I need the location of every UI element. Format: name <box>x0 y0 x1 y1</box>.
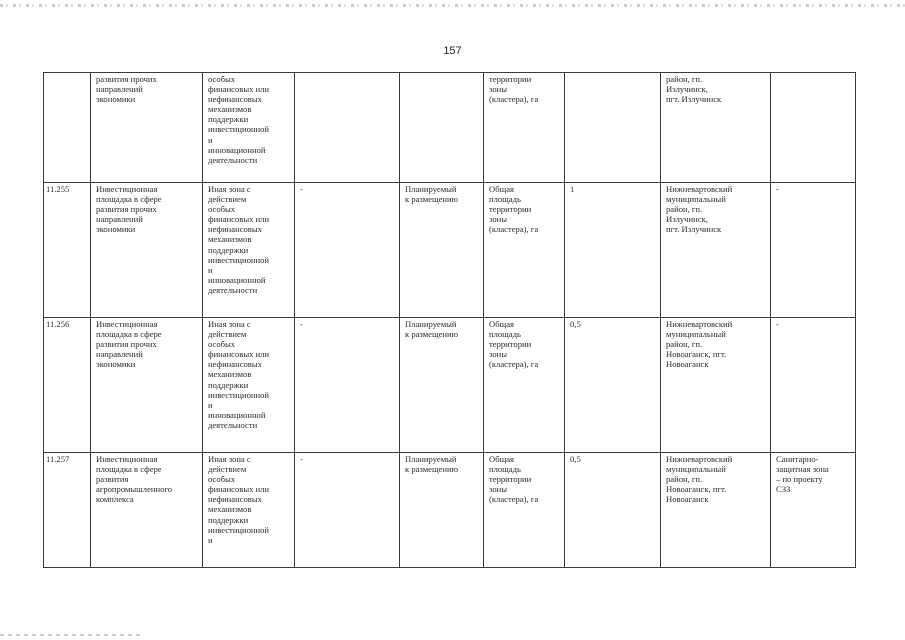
table-row <box>44 318 856 453</box>
row-number: 11.256 <box>44 318 91 453</box>
object-name: Инвестиционная площадка в сфере развития агропромышленного комплекса <box>91 453 203 568</box>
parameter-name: Общая площадь территории зоны (кластера), га <box>484 318 565 453</box>
objects-table <box>43 72 856 568</box>
zone-type: Иная зона с действием особых финансовых или нефинансовых механизмов поддержки инвестиционной и инновационной деятельности <box>203 318 295 453</box>
row-number: 11.257 <box>44 453 91 568</box>
object-name: Инвестиционная площадка в сфере развития прочих направлений экономики <box>91 183 203 318</box>
scan-artifact-top <box>0 4 905 7</box>
object-location: Нижневартовский муниципальный район, гп. Излучинск, пгт. Излучинск <box>661 183 771 318</box>
object-location: Нижневартовский муниципальный район, гп. Новоаганск, пгт. Новоаганск <box>661 453 771 568</box>
zone-restrictions: - <box>771 183 856 318</box>
parameter-name: Общая площадь территории зоны (кластера), га <box>484 453 565 568</box>
zone-restrictions <box>771 73 856 183</box>
row-number: 11.255 <box>44 183 91 318</box>
scan-artifact-bottom <box>0 634 140 636</box>
zone-type: Иная зона с действием особых финансовых или нефинансовых механизмов поддержки инвестиционной и инновационной деятельности <box>203 183 295 318</box>
zone-type: Иная зона с действием особых финансовых или нефинансовых механизмов поддержки инвестиционной и <box>203 453 295 568</box>
object-attribute <box>295 73 400 183</box>
parameter-name: Общая площадь территории зоны (кластера), га <box>484 183 565 318</box>
object-status: Планируемый к размещению <box>400 318 484 453</box>
object-location: район, гп. Излучинск, пгт. Излучинск <box>661 73 771 183</box>
zone-restrictions: - <box>771 318 856 453</box>
parameter-value: 1 <box>565 183 661 318</box>
row-number <box>44 73 91 183</box>
object-location: Нижневартовский муниципальный район, гп. Новоаганск, пгт. Новоаганск <box>661 318 771 453</box>
page-number: 157 <box>443 45 462 57</box>
parameter-value: 0,5 <box>565 453 661 568</box>
table-row <box>44 73 856 183</box>
table-row <box>44 183 856 318</box>
table-row <box>44 453 856 568</box>
object-name: Инвестиционная площадка в сфере развития прочих направлений экономики <box>91 318 203 453</box>
object-attribute: - <box>295 318 400 453</box>
parameter-name: территории зоны (кластера), га <box>484 73 565 183</box>
zone-type: особых финансовых или нефинансовых механизмов поддержки инвестиционной и инновационной деятельности <box>203 73 295 183</box>
object-status <box>400 73 484 183</box>
object-attribute: - <box>295 183 400 318</box>
object-attribute: - <box>295 453 400 568</box>
zone-restrictions: Санитарно- защитная зона – по проекту СЗЗ <box>771 453 856 568</box>
parameter-value: 0,5 <box>565 318 661 453</box>
parameter-value <box>565 73 661 183</box>
object-name: развития прочих направлений экономики <box>91 73 203 183</box>
object-status: Планируемый к размещению <box>400 183 484 318</box>
object-status: Планируемый к размещению <box>400 453 484 568</box>
